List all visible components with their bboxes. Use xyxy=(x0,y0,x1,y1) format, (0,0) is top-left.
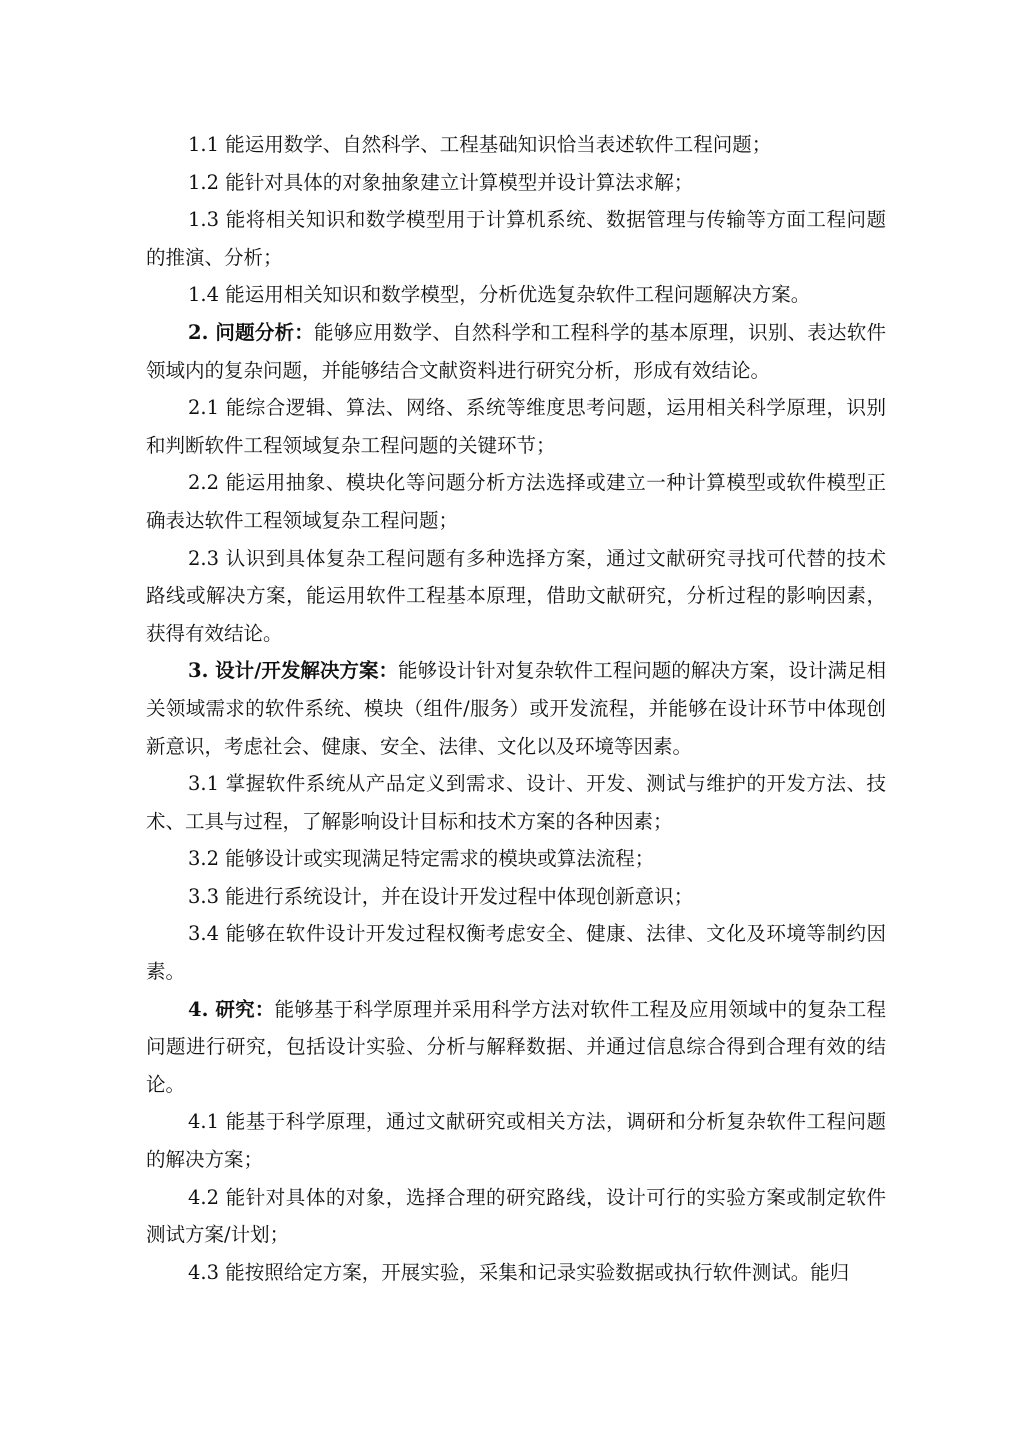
paragraph-text: 4.3 能按照给定方案，开展实验，采集和记录实验数据或执行软件测试。能归 xyxy=(188,1260,850,1284)
paragraph-4-2 xyxy=(146,1179,886,1254)
paragraph-text: 2.3 认识到具体复杂工程问题有多种选择方案，通过文献研究寻找可代替的技术路线或解决方案，能运用软件工程基本原理，借助文献研究，分析过程的影响因素，获得有效结论。 xyxy=(146,546,886,645)
section-heading: 3. 设计/开发解决方案： xyxy=(188,659,398,683)
paragraph-1-1 xyxy=(146,126,886,164)
paragraph-text: 1.4 能运用相关知识和数学模型，分析优选复杂软件工程问题解决方案。 xyxy=(188,283,811,307)
paragraph-text: 4.1 能基于科学原理，通过文献研究或相关方法，调研和分析复杂软件工程问题的解决方案； xyxy=(146,1110,886,1172)
paragraph-text: 能够应用数学、自然科学和工程科学的基本原理，识别、表达软件领域内的复杂问题，并能够结合文献资料进行研究分析，形成有效结论。 xyxy=(146,320,886,382)
paragraph-text: 1.2 能针对具体的对象抽象建立计算模型并设计算法求解； xyxy=(188,170,694,194)
paragraph-1-3 xyxy=(146,201,886,276)
document-page xyxy=(146,126,886,1291)
paragraph-2-3 xyxy=(146,540,886,653)
paragraph-text: 2.1 能综合逻辑、算法、网络、系统等维度思考问题，运用相关科学原理，识别和判断软件工程领域复杂工程问题的关键环节； xyxy=(146,396,886,457)
paragraph-text: 3.2 能够设计或实现满足特定需求的模块或算法流程； xyxy=(188,847,655,871)
section-heading: 4. 研究： xyxy=(188,997,275,1021)
section-4-research xyxy=(146,991,886,1104)
paragraph-3-3 xyxy=(146,878,886,916)
paragraph-text: 3.3 能进行系统设计，并在设计开发过程中体现创新意识； xyxy=(188,884,694,908)
section-2-problem-analysis xyxy=(146,314,886,389)
paragraph-3-4 xyxy=(146,915,886,990)
paragraph-text: 1.3 能将相关知识和数学模型用于计算机系统、数据管理与传输等方面工程问题的推演、分析； xyxy=(146,208,886,269)
paragraph-4-1 xyxy=(146,1103,886,1178)
paragraph-4-3 xyxy=(146,1254,886,1292)
paragraph-text: 能够设计针对复杂软件工程问题的解决方案，设计满足相关领域需求的软件系统、模块（组件/服务）或开发流程，并能够在设计环节中体现创新意识，考虑社会、健康、安全、法律、文化以及环境等因素。 xyxy=(146,659,886,758)
section-3-design-solution xyxy=(146,652,886,765)
paragraph-text: 1.1 能运用数学、自然科学、工程基础知识恰当表述软件工程问题； xyxy=(188,133,772,156)
paragraph-2-1 xyxy=(146,389,886,464)
paragraph-text: 3.4 能够在软件设计开发过程权衡考虑安全、健康、法律、文化及环境等制约因素。 xyxy=(146,922,886,984)
paragraph-2-2 xyxy=(146,464,886,539)
paragraph-text: 3.1 掌握软件系统从产品定义到需求、设计、开发、测试与维护的开发方法、技术、工具与过程，了解影响设计目标和技术方案的各种因素； xyxy=(146,772,886,833)
paragraph-1-2 xyxy=(146,164,886,202)
paragraph-text: 4.2 能针对具体的对象，选择合理的研究路线，设计可行的实验方案或制定软件测试方案/计划； xyxy=(146,1185,886,1247)
paragraph-1-4 xyxy=(146,276,886,314)
paragraph-3-2 xyxy=(146,840,886,878)
paragraph-text: 2.2 能运用抽象、模块化等问题分析方法选择或建立一种计算模型或软件模型正确表达软件工程领域复杂工程问题； xyxy=(146,471,886,532)
section-heading: 2. 问题分析： xyxy=(188,320,315,344)
paragraph-3-1 xyxy=(146,765,886,840)
paragraph-text: 能够基于科学原理并采用科学方法对软件工程及应用领域中的复杂工程问题进行研究，包括设计实验、分析与解释数据、并通过信息综合得到合理有效的结论。 xyxy=(146,997,886,1096)
